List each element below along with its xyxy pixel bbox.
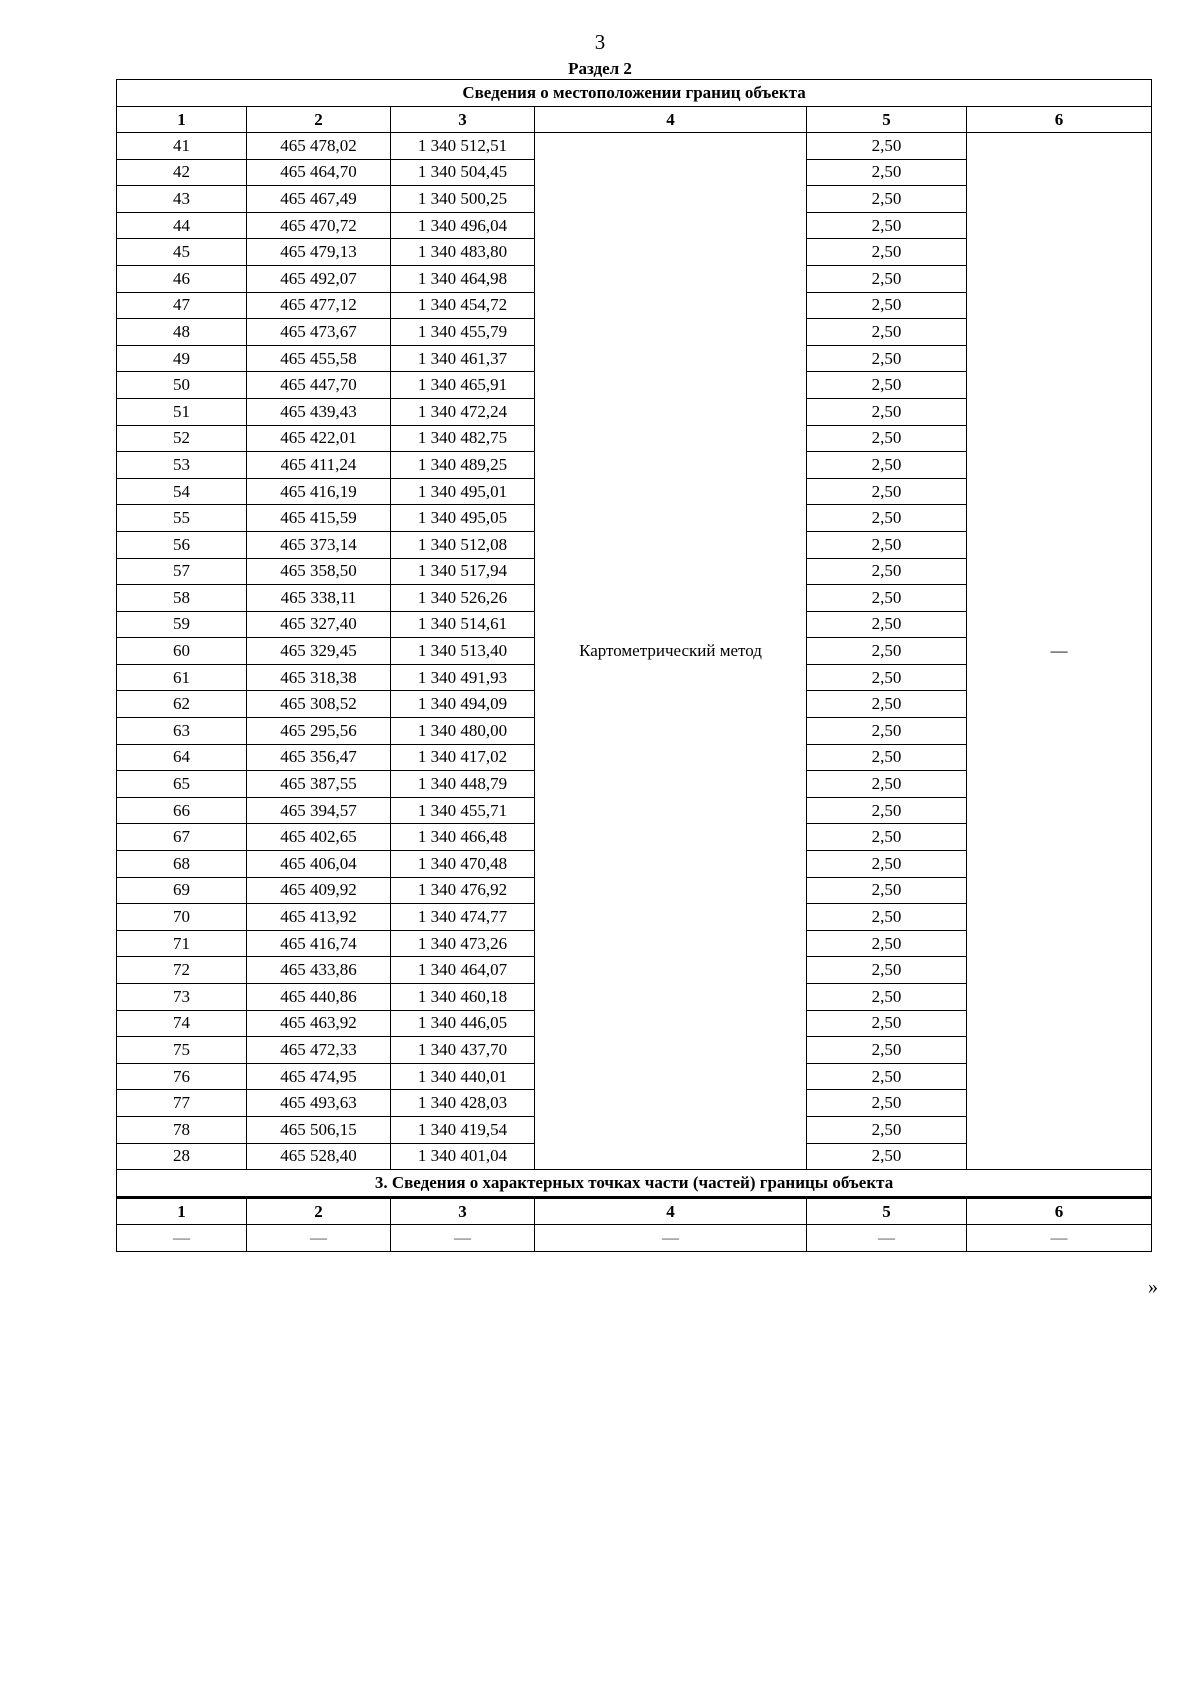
accuracy-cell: 2,50: [807, 585, 967, 612]
y-coordinate-cell: 1 340 496,04: [391, 212, 535, 239]
method-cell: Картометрический метод: [535, 133, 807, 1170]
accuracy-cell: 2,50: [807, 505, 967, 532]
accuracy-cell: 2,50: [807, 1063, 967, 1090]
y-coordinate-cell: 1 340 473,26: [391, 930, 535, 957]
accuracy-cell: 2,50: [807, 531, 967, 558]
y-coordinate-cell: 1 340 401,04: [391, 1143, 535, 1170]
accuracy-cell: 2,50: [807, 452, 967, 479]
accuracy-cell: 2,50: [807, 877, 967, 904]
empty-cell: —: [391, 1225, 535, 1252]
point-number-cell: 55: [117, 505, 247, 532]
x-coordinate-cell: 465 467,49: [247, 186, 391, 213]
column-number: 4: [535, 107, 807, 133]
y-coordinate-cell: 1 340 470,48: [391, 851, 535, 878]
accuracy-cell: 2,50: [807, 904, 967, 931]
accuracy-cell: 2,50: [807, 212, 967, 239]
point-number-cell: 53: [117, 452, 247, 479]
boundary-points-table: [116, 79, 1152, 1252]
x-coordinate-cell: 465 422,01: [247, 425, 391, 452]
y-coordinate-cell: 1 340 480,00: [391, 718, 535, 745]
y-coordinate-cell: 1 340 464,98: [391, 265, 535, 292]
x-coordinate-cell: 465 402,65: [247, 824, 391, 851]
x-coordinate-cell: 465 295,56: [247, 718, 391, 745]
x-coordinate-cell: 465 440,86: [247, 984, 391, 1011]
accuracy-cell: 2,50: [807, 930, 967, 957]
accuracy-cell: 2,50: [807, 1037, 967, 1064]
point-number-cell: 48: [117, 319, 247, 346]
point-number-cell: 66: [117, 797, 247, 824]
accuracy-cell: 2,50: [807, 718, 967, 745]
section-title: Раздел 2: [568, 59, 632, 78]
x-coordinate-cell: 465 416,19: [247, 478, 391, 505]
closing-quote: »: [1148, 1276, 1158, 1298]
y-coordinate-cell: 1 340 494,09: [391, 691, 535, 718]
y-coordinate-cell: 1 340 517,94: [391, 558, 535, 585]
accuracy-cell: 2,50: [807, 664, 967, 691]
accuracy-cell: 2,50: [807, 611, 967, 638]
y-coordinate-cell: 1 340 472,24: [391, 398, 535, 425]
description-cell: —: [967, 133, 1152, 1170]
x-coordinate-cell: 465 329,45: [247, 638, 391, 665]
accuracy-cell: 2,50: [807, 1090, 967, 1117]
y-coordinate-cell: 1 340 455,79: [391, 319, 535, 346]
empty-cell: —: [807, 1225, 967, 1252]
empty-cell: —: [247, 1225, 391, 1252]
column-number: 6: [967, 1198, 1152, 1225]
point-number-cell: 76: [117, 1063, 247, 1090]
x-coordinate-cell: 465 416,74: [247, 930, 391, 957]
x-coordinate-cell: 465 474,95: [247, 1063, 391, 1090]
y-coordinate-cell: 1 340 512,08: [391, 531, 535, 558]
point-number-cell: 62: [117, 691, 247, 718]
y-coordinate-cell: 1 340 513,40: [391, 638, 535, 665]
point-number-cell: 52: [117, 425, 247, 452]
accuracy-cell: 2,50: [807, 478, 967, 505]
x-coordinate-cell: 465 463,92: [247, 1010, 391, 1037]
y-coordinate-cell: 1 340 448,79: [391, 771, 535, 798]
column-number: 1: [117, 1198, 247, 1225]
accuracy-cell: 2,50: [807, 1116, 967, 1143]
x-coordinate-cell: 465 528,40: [247, 1143, 391, 1170]
point-number-cell: 54: [117, 478, 247, 505]
accuracy-cell: 2,50: [807, 372, 967, 399]
point-number-cell: 41: [117, 133, 247, 160]
empty-cell: —: [117, 1225, 247, 1252]
point-number-cell: 63: [117, 718, 247, 745]
y-coordinate-cell: 1 340 482,75: [391, 425, 535, 452]
x-coordinate-cell: 465 473,67: [247, 319, 391, 346]
x-coordinate-cell: 465 387,55: [247, 771, 391, 798]
x-coordinate-cell: 465 478,02: [247, 133, 391, 160]
column-number: 1: [117, 107, 247, 133]
x-coordinate-cell: 465 406,04: [247, 851, 391, 878]
column-number: 3: [391, 1198, 535, 1225]
accuracy-cell: 2,50: [807, 265, 967, 292]
x-coordinate-cell: 465 506,15: [247, 1116, 391, 1143]
column-number: 2: [247, 1198, 391, 1225]
point-number-cell: 65: [117, 771, 247, 798]
point-number-cell: 59: [117, 611, 247, 638]
point-number-cell: 67: [117, 824, 247, 851]
point-number-cell: 60: [117, 638, 247, 665]
point-number-cell: 64: [117, 744, 247, 771]
accuracy-cell: 2,50: [807, 797, 967, 824]
y-coordinate-cell: 1 340 495,01: [391, 478, 535, 505]
column-number: 2: [247, 107, 391, 133]
x-coordinate-cell: 465 358,50: [247, 558, 391, 585]
table-row: [117, 133, 1152, 160]
y-coordinate-cell: 1 340 474,77: [391, 904, 535, 931]
x-coordinate-cell: 465 455,58: [247, 345, 391, 372]
accuracy-cell: 2,50: [807, 292, 967, 319]
y-coordinate-cell: 1 340 526,26: [391, 585, 535, 612]
accuracy-cell: 2,50: [807, 984, 967, 1011]
page-number: 3: [594, 30, 606, 54]
accuracy-cell: 2,50: [807, 345, 967, 372]
x-coordinate-cell: 465 479,13: [247, 239, 391, 266]
point-number-cell: 58: [117, 585, 247, 612]
y-coordinate-cell: 1 340 417,02: [391, 744, 535, 771]
y-coordinate-cell: 1 340 491,93: [391, 664, 535, 691]
x-coordinate-cell: 465 308,52: [247, 691, 391, 718]
y-coordinate-cell: 1 340 483,80: [391, 239, 535, 266]
column-number: 4: [535, 1198, 807, 1225]
x-coordinate-cell: 465 327,40: [247, 611, 391, 638]
accuracy-cell: 2,50: [807, 771, 967, 798]
accuracy-cell: 2,50: [807, 133, 967, 160]
point-number-cell: 77: [117, 1090, 247, 1117]
point-number-cell: 71: [117, 930, 247, 957]
accuracy-cell: 2,50: [807, 239, 967, 266]
point-number-cell: 74: [117, 1010, 247, 1037]
point-number-cell: 75: [117, 1037, 247, 1064]
y-coordinate-cell: 1 340 504,45: [391, 159, 535, 186]
point-number-cell: 70: [117, 904, 247, 931]
column-number: 6: [967, 107, 1152, 133]
y-coordinate-cell: 1 340 466,48: [391, 824, 535, 851]
y-coordinate-cell: 1 340 512,51: [391, 133, 535, 160]
point-number-cell: 43: [117, 186, 247, 213]
y-coordinate-cell: 1 340 464,07: [391, 957, 535, 984]
x-coordinate-cell: 465 477,12: [247, 292, 391, 319]
point-number-cell: 44: [117, 212, 247, 239]
y-coordinate-cell: 1 340 489,25: [391, 452, 535, 479]
y-coordinate-cell: 1 340 500,25: [391, 186, 535, 213]
y-coordinate-cell: 1 340 428,03: [391, 1090, 535, 1117]
point-number-cell: 28: [117, 1143, 247, 1170]
x-coordinate-cell: 465 413,92: [247, 904, 391, 931]
x-coordinate-cell: 465 447,70: [247, 372, 391, 399]
point-number-cell: 45: [117, 239, 247, 266]
point-number-cell: 72: [117, 957, 247, 984]
accuracy-cell: 2,50: [807, 744, 967, 771]
y-coordinate-cell: 1 340 454,72: [391, 292, 535, 319]
x-coordinate-cell: 465 409,92: [247, 877, 391, 904]
accuracy-cell: 2,50: [807, 638, 967, 665]
x-coordinate-cell: 465 415,59: [247, 505, 391, 532]
x-coordinate-cell: 465 411,24: [247, 452, 391, 479]
point-number-cell: 46: [117, 265, 247, 292]
accuracy-cell: 2,50: [807, 824, 967, 851]
point-number-cell: 47: [117, 292, 247, 319]
x-coordinate-cell: 465 472,33: [247, 1037, 391, 1064]
y-coordinate-cell: 1 340 455,71: [391, 797, 535, 824]
point-number-cell: 56: [117, 531, 247, 558]
y-coordinate-cell: 1 340 419,54: [391, 1116, 535, 1143]
x-coordinate-cell: 465 338,11: [247, 585, 391, 612]
accuracy-cell: 2,50: [807, 159, 967, 186]
accuracy-cell: 2,50: [807, 558, 967, 585]
table-caption: Сведения о местоположении границ объекта: [117, 80, 1152, 107]
x-coordinate-cell: 465 394,57: [247, 797, 391, 824]
column-number: 5: [807, 107, 967, 133]
x-coordinate-cell: 465 493,63: [247, 1090, 391, 1117]
column-number: 3: [391, 107, 535, 133]
accuracy-cell: 2,50: [807, 186, 967, 213]
x-coordinate-cell: 465 470,72: [247, 212, 391, 239]
x-coordinate-cell: 465 492,07: [247, 265, 391, 292]
y-coordinate-cell: 1 340 514,61: [391, 611, 535, 638]
section3-caption: 3. Сведения о характерных точках части (частей) границы объекта: [117, 1170, 1152, 1198]
column-numbers-row: [117, 107, 1152, 133]
accuracy-cell: 2,50: [807, 319, 967, 346]
accuracy-cell: 2,50: [807, 691, 967, 718]
accuracy-cell: 2,50: [807, 851, 967, 878]
point-number-cell: 57: [117, 558, 247, 585]
point-number-cell: 69: [117, 877, 247, 904]
accuracy-cell: 2,50: [807, 957, 967, 984]
empty-cell: —: [967, 1225, 1152, 1252]
x-coordinate-cell: 465 373,14: [247, 531, 391, 558]
point-number-cell: 78: [117, 1116, 247, 1143]
y-coordinate-cell: 1 340 465,91: [391, 372, 535, 399]
y-coordinate-cell: 1 340 440,01: [391, 1063, 535, 1090]
point-number-cell: 50: [117, 372, 247, 399]
y-coordinate-cell: 1 340 461,37: [391, 345, 535, 372]
y-coordinate-cell: 1 340 476,92: [391, 877, 535, 904]
x-coordinate-cell: 465 318,38: [247, 664, 391, 691]
x-coordinate-cell: 465 439,43: [247, 398, 391, 425]
point-number-cell: 73: [117, 984, 247, 1011]
y-coordinate-cell: 1 340 446,05: [391, 1010, 535, 1037]
x-coordinate-cell: 465 433,86: [247, 957, 391, 984]
x-coordinate-cell: 465 464,70: [247, 159, 391, 186]
section3-column-numbers-row: [117, 1198, 1152, 1225]
accuracy-cell: 2,50: [807, 425, 967, 452]
empty-cell: —: [535, 1225, 807, 1252]
section3-empty-row: [117, 1225, 1152, 1252]
x-coordinate-cell: 465 356,47: [247, 744, 391, 771]
point-number-cell: 68: [117, 851, 247, 878]
y-coordinate-cell: 1 340 460,18: [391, 984, 535, 1011]
accuracy-cell: 2,50: [807, 1010, 967, 1037]
point-number-cell: 61: [117, 664, 247, 691]
point-number-cell: 49: [117, 345, 247, 372]
column-number: 5: [807, 1198, 967, 1225]
point-number-cell: 42: [117, 159, 247, 186]
point-number-cell: 51: [117, 398, 247, 425]
y-coordinate-cell: 1 340 495,05: [391, 505, 535, 532]
accuracy-cell: 2,50: [807, 1143, 967, 1170]
y-coordinate-cell: 1 340 437,70: [391, 1037, 535, 1064]
accuracy-cell: 2,50: [807, 398, 967, 425]
